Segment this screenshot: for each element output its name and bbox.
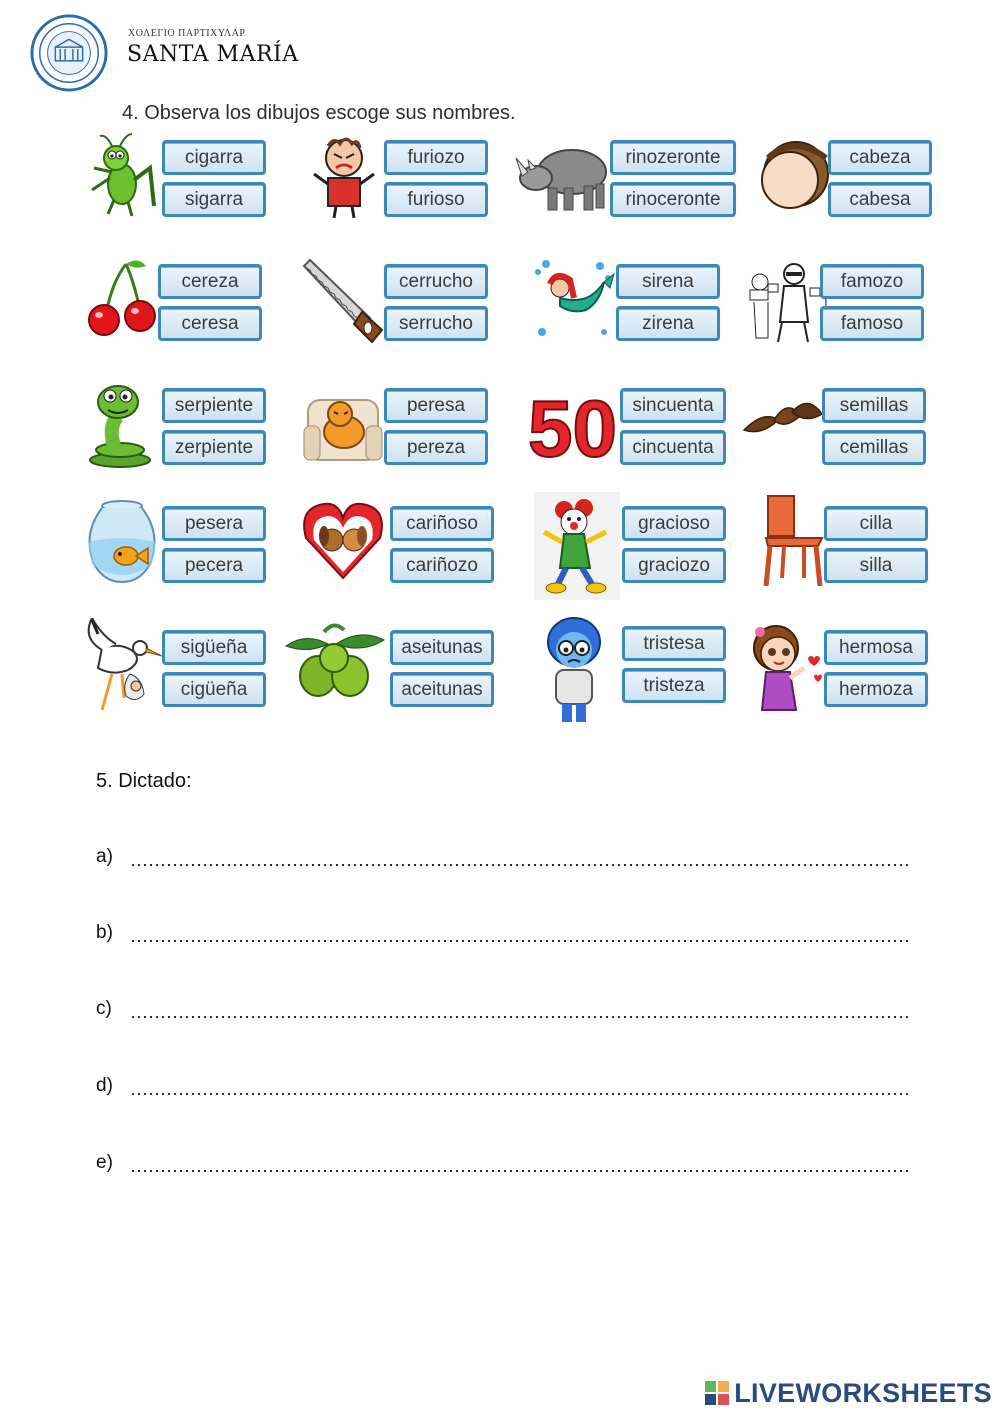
option-aseitunas[interactable]: aseitunas (390, 630, 494, 665)
dictation-input-e[interactable] (130, 1152, 910, 1176)
item-head (754, 126, 969, 244)
item-grasshopper (78, 126, 293, 244)
option-sincuenta[interactable]: sincuenta (620, 388, 726, 423)
item-stork (72, 616, 287, 734)
option-sigarra[interactable]: sigarra (162, 182, 266, 217)
option-ceresa[interactable]: ceresa (158, 306, 262, 341)
fifty-number-text: 50 (528, 384, 617, 468)
item-heart-dogs (300, 492, 515, 610)
item-fifty (526, 374, 741, 492)
option-hermoza[interactable]: hermoza (824, 672, 928, 707)
dictation-line-e (96, 1152, 916, 1178)
option-cerrucho[interactable]: cerrucho (384, 264, 488, 299)
liveworksheets-logo-icon (704, 1380, 730, 1406)
olives-icon (284, 618, 388, 710)
liveworksheets-text: LIVEWORKSHEETS (734, 1377, 992, 1408)
option-semillas[interactable]: semillas (822, 388, 926, 423)
item-fishbowl (78, 492, 293, 610)
option-zirena[interactable]: zirena (616, 306, 720, 341)
school-logo (30, 14, 108, 92)
option-carinozo[interactable]: cariñozo (390, 548, 494, 583)
option-cincuenta[interactable]: cincuenta (620, 430, 726, 465)
item-saw (300, 250, 515, 368)
seeds-icon (738, 376, 824, 468)
dictation-label: e) (96, 1152, 113, 1173)
dictation-line-d (96, 1075, 916, 1101)
option-ciguena[interactable]: cigüeña (162, 672, 266, 707)
option-peresa[interactable]: peresa (384, 388, 488, 423)
angry-man-icon (300, 128, 386, 220)
dictation-line-c (96, 998, 916, 1024)
dictation-input-a[interactable] (130, 846, 910, 870)
dictation-label: c) (96, 998, 112, 1019)
dictation-line-a (96, 846, 916, 872)
item-clown (534, 492, 749, 610)
item-snake (78, 374, 293, 492)
lazy-cat-icon (300, 376, 386, 468)
exercise-4-instruction: 4. Observa los dibujos escoge sus nombres. (122, 102, 516, 124)
dictation-line-b (96, 922, 916, 948)
item-cherries (78, 250, 293, 368)
option-cemillas[interactable]: cemillas (822, 430, 926, 465)
liveworksheets-brand[interactable] (704, 1378, 992, 1408)
dictation-label: a) (96, 846, 113, 867)
option-cabeza[interactable]: cabeza (828, 140, 932, 175)
clown-icon (534, 492, 620, 600)
dictation-input-d[interactable] (130, 1075, 910, 1099)
option-graciozo[interactable]: graciozo (622, 548, 726, 583)
grasshopper-icon (78, 128, 164, 220)
option-furioso[interactable]: furioso (384, 182, 488, 217)
dictation-input-c[interactable] (130, 998, 910, 1022)
option-rinoceronte[interactable]: rinoceronte (610, 182, 736, 217)
heart-dogs-icon (300, 494, 386, 586)
dictation-label: b) (96, 922, 113, 943)
option-cabesa[interactable]: cabesa (828, 182, 932, 217)
fishbowl-icon (78, 494, 164, 586)
option-pesera[interactable]: pesera (162, 506, 266, 541)
stork-icon (72, 618, 162, 718)
item-chair (758, 492, 973, 610)
famous-person-icon (742, 252, 828, 344)
option-serrucho[interactable]: serrucho (384, 306, 488, 341)
item-angry-man (300, 126, 515, 244)
item-sad-character (538, 612, 753, 730)
sad-character-icon (538, 614, 614, 726)
pretty-girl-icon (744, 618, 830, 722)
item-lazy-cat (300, 374, 515, 492)
option-gracioso[interactable]: gracioso (622, 506, 726, 541)
option-rinozeronte[interactable]: rinozeronte (610, 140, 736, 175)
dictation-input-b[interactable] (130, 922, 910, 946)
item-seeds (738, 374, 953, 492)
snake-icon (78, 376, 164, 468)
option-cereza[interactable]: cereza (158, 264, 262, 299)
option-siguena[interactable]: sigüeña (162, 630, 266, 665)
option-furiozo[interactable]: furiozo (384, 140, 488, 175)
option-aceitunas[interactable]: aceitunas (390, 672, 494, 707)
item-rhinoceros (514, 126, 729, 244)
option-cilla[interactable]: cilla (824, 506, 928, 541)
option-famozo[interactable]: famozo (820, 264, 924, 299)
word-choice-grid (78, 126, 938, 726)
cherries-icon (78, 252, 164, 344)
item-olives (284, 616, 499, 734)
rhinoceros-icon (514, 128, 610, 220)
saw-icon (300, 252, 386, 344)
option-cigarra[interactable]: cigarra (162, 140, 266, 175)
option-tristesa[interactable]: tristesa (622, 626, 726, 661)
mermaid-icon (530, 252, 616, 344)
exercise-5-title: 5. Dictado: (96, 770, 192, 792)
option-serpiente[interactable]: serpiente (162, 388, 266, 423)
option-zerpiente[interactable]: zerpiente (162, 430, 266, 465)
item-famous (742, 250, 957, 368)
number-fifty-icon (526, 376, 622, 468)
option-silla[interactable]: silla (824, 548, 928, 583)
option-tristeza[interactable]: tristeza (622, 668, 726, 703)
option-pereza[interactable]: pereza (384, 430, 488, 465)
option-hermosa[interactable]: hermosa (824, 630, 928, 665)
option-famoso[interactable]: famoso (820, 306, 924, 341)
school-subtitle: ΧΟΛΕΓΙΟ ΠΑΡΤΙΧΥΛΑΡ (128, 28, 246, 39)
option-sirena[interactable]: sirena (616, 264, 720, 299)
option-pecera[interactable]: pecera (162, 548, 266, 583)
dictation-label: d) (96, 1075, 113, 1096)
option-carinoso[interactable]: cariñoso (390, 506, 494, 541)
item-pretty-girl (744, 616, 959, 734)
item-mermaid (530, 250, 745, 368)
school-name: SANTA MARÍA (127, 42, 299, 67)
